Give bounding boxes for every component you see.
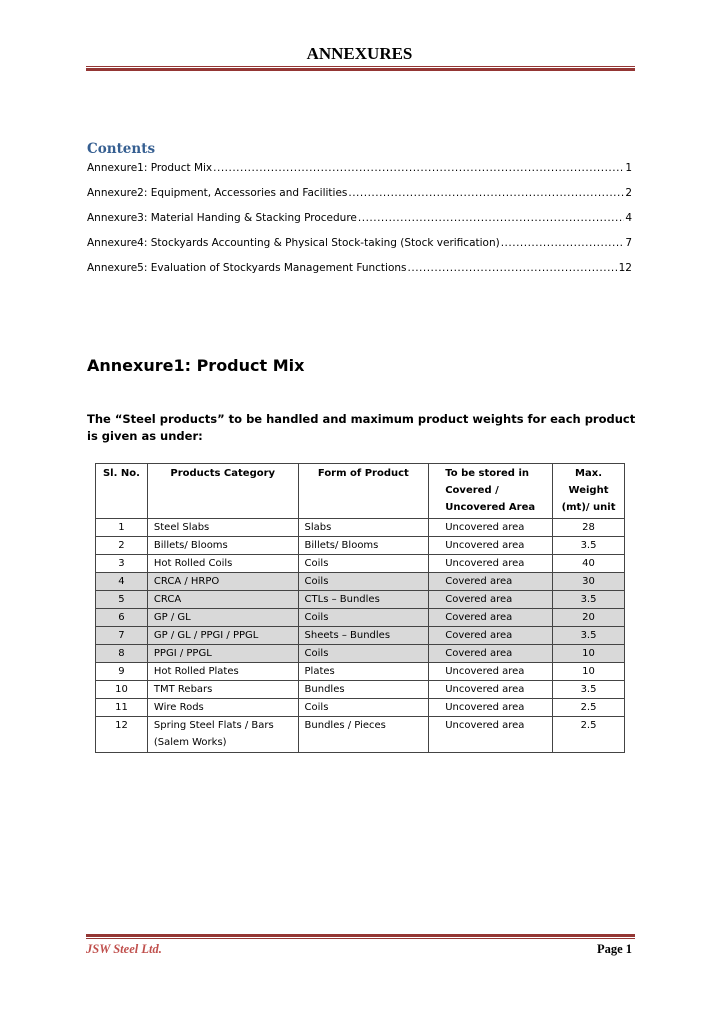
cell-area: Uncovered area	[429, 663, 553, 681]
cell-area: Uncovered area	[429, 519, 553, 537]
cell-area: Uncovered area	[429, 699, 553, 717]
table-row	[96, 555, 625, 573]
cell-weight: 3.5	[553, 681, 625, 699]
cell-weight: 2.5	[553, 699, 625, 717]
cell-weight: 2.5	[553, 717, 625, 753]
cell-weight: 10	[553, 645, 625, 663]
cell-sl-no: 3	[96, 555, 148, 573]
table-row	[96, 699, 625, 717]
cell-weight: 40	[553, 555, 625, 573]
cell-weight: 3.5	[553, 537, 625, 555]
cell-sl-no: 9	[96, 663, 148, 681]
cell-area: Covered area	[429, 645, 553, 663]
cell-area: Covered area	[429, 609, 553, 627]
cell-weight: 20	[553, 609, 625, 627]
cell-area: Uncovered area	[429, 555, 553, 573]
cell-weight: 3.5	[553, 591, 625, 609]
header-storage-area: To be stored in Covered / Uncovered Area	[429, 464, 553, 519]
cell-sl-no: 1	[96, 519, 148, 537]
cell-sl-no: 6	[96, 609, 148, 627]
toc-entry-title: Annexure3: Material Handing & Stacking Procedure	[87, 212, 357, 224]
cell-category: PPGI / PPGL	[147, 645, 298, 663]
toc-entry-page: 1	[625, 162, 632, 174]
cell-category: TMT Rebars	[147, 681, 298, 699]
section-intro: The “Steel products” to be handled and maximum product weights for each product is given as under:	[87, 412, 636, 443]
cell-area: Covered area	[429, 591, 553, 609]
cell-form: Bundles / Pieces	[298, 717, 429, 753]
cell-area: Uncovered area	[429, 681, 553, 699]
toc-dot-leader	[501, 235, 625, 252]
cell-category: Wire Rods	[147, 699, 298, 717]
cell-form: Slabs	[298, 519, 429, 537]
table-row	[96, 663, 625, 681]
table-row	[96, 717, 625, 753]
table-row	[96, 573, 625, 591]
toc-entry-title: Annexure4: Stockyards Accounting & Physical Stock-taking (Stock verification)	[87, 237, 500, 249]
table-row	[96, 645, 625, 663]
cell-sl-no: 12	[96, 717, 148, 753]
toc-dot-leader	[408, 260, 618, 277]
footer-rule-thick	[86, 934, 635, 937]
table-of-contents	[87, 160, 632, 285]
cell-sl-no: 8	[96, 645, 148, 663]
cell-weight: 30	[553, 573, 625, 591]
cell-sl-no: 5	[96, 591, 148, 609]
cell-form: Coils	[298, 555, 429, 573]
cell-sl-no: 7	[96, 627, 148, 645]
cell-area: Covered area	[429, 627, 553, 645]
toc-dot-leader	[358, 210, 624, 227]
table-header-row	[96, 464, 625, 519]
cell-form: Coils	[298, 609, 429, 627]
table-row	[96, 537, 625, 555]
cell-area: Uncovered area	[429, 717, 553, 753]
cell-sl-no: 4	[96, 573, 148, 591]
toc-entry[interactable]	[87, 160, 632, 185]
header-products-category: Products Category	[147, 464, 298, 519]
cell-category: Steel Slabs	[147, 519, 298, 537]
cell-category: GP / GL	[147, 609, 298, 627]
table-row	[96, 519, 625, 537]
cell-weight: 28	[553, 519, 625, 537]
cell-category: CRCA / HRPO	[147, 573, 298, 591]
header-max-weight: Max. Weight (mt)/ unit	[553, 464, 625, 519]
cell-form: Sheets – Bundles	[298, 627, 429, 645]
cell-area: Uncovered area	[429, 537, 553, 555]
product-mix-table	[95, 463, 625, 753]
toc-entry-page: 2	[625, 187, 632, 199]
header-rule-thick	[86, 68, 635, 71]
toc-entry[interactable]	[87, 235, 632, 260]
toc-entry[interactable]	[87, 260, 632, 285]
cell-category: Spring Steel Flats / Bars (Salem Works)	[147, 717, 298, 753]
toc-entry[interactable]	[87, 210, 632, 235]
cell-weight: 10	[553, 663, 625, 681]
cell-sl-no: 11	[96, 699, 148, 717]
toc-entry-title: Annexure5: Evaluation of Stockyards Management Functions	[87, 262, 407, 274]
table-row	[96, 627, 625, 645]
cell-sl-no: 10	[96, 681, 148, 699]
cell-category: Billets/ Blooms	[147, 537, 298, 555]
toc-dot-leader	[348, 185, 624, 202]
toc-entry-title: Annexure2: Equipment, Accessories and Facilities	[87, 187, 348, 199]
footer-company-name: JSW Steel Ltd.	[86, 942, 162, 956]
header-rule-thin	[86, 66, 635, 67]
toc-entry-title: Annexure1: Product Mix	[87, 162, 213, 174]
page-header-title: ANNEXURES	[306, 44, 413, 63]
footer-page-number: Page 1	[596, 942, 632, 956]
table-row	[96, 609, 625, 627]
cell-form: Plates	[298, 663, 429, 681]
footer-rule-thin	[86, 938, 635, 939]
cell-category: GP / GL / PPGI / PPGL	[147, 627, 298, 645]
cell-form: Coils	[298, 645, 429, 663]
cell-weight: 3.5	[553, 627, 625, 645]
toc-dot-leader	[213, 160, 624, 177]
toc-entry-page: 7	[625, 237, 632, 249]
toc-entry[interactable]	[87, 185, 632, 210]
cell-area: Covered area	[429, 573, 553, 591]
toc-entry-page: 12	[618, 262, 632, 274]
table-row	[96, 591, 625, 609]
header-sl-no: Sl. No.	[96, 464, 148, 519]
cell-form: Bundles	[298, 681, 429, 699]
cell-form: Coils	[298, 699, 429, 717]
cell-category: CRCA	[147, 591, 298, 609]
section-heading: Annexure1: Product Mix	[87, 356, 305, 375]
cell-form: Coils	[298, 573, 429, 591]
cell-category: Hot Rolled Plates	[147, 663, 298, 681]
header-form-of-product: Form of Product	[298, 464, 429, 519]
cell-sl-no: 2	[96, 537, 148, 555]
cell-form: CTLs – Bundles	[298, 591, 429, 609]
cell-category: Hot Rolled Coils	[147, 555, 298, 573]
contents-heading: Contents	[87, 141, 156, 157]
toc-entry-page: 4	[625, 212, 632, 224]
table-row	[96, 681, 625, 699]
cell-form: Billets/ Blooms	[298, 537, 429, 555]
